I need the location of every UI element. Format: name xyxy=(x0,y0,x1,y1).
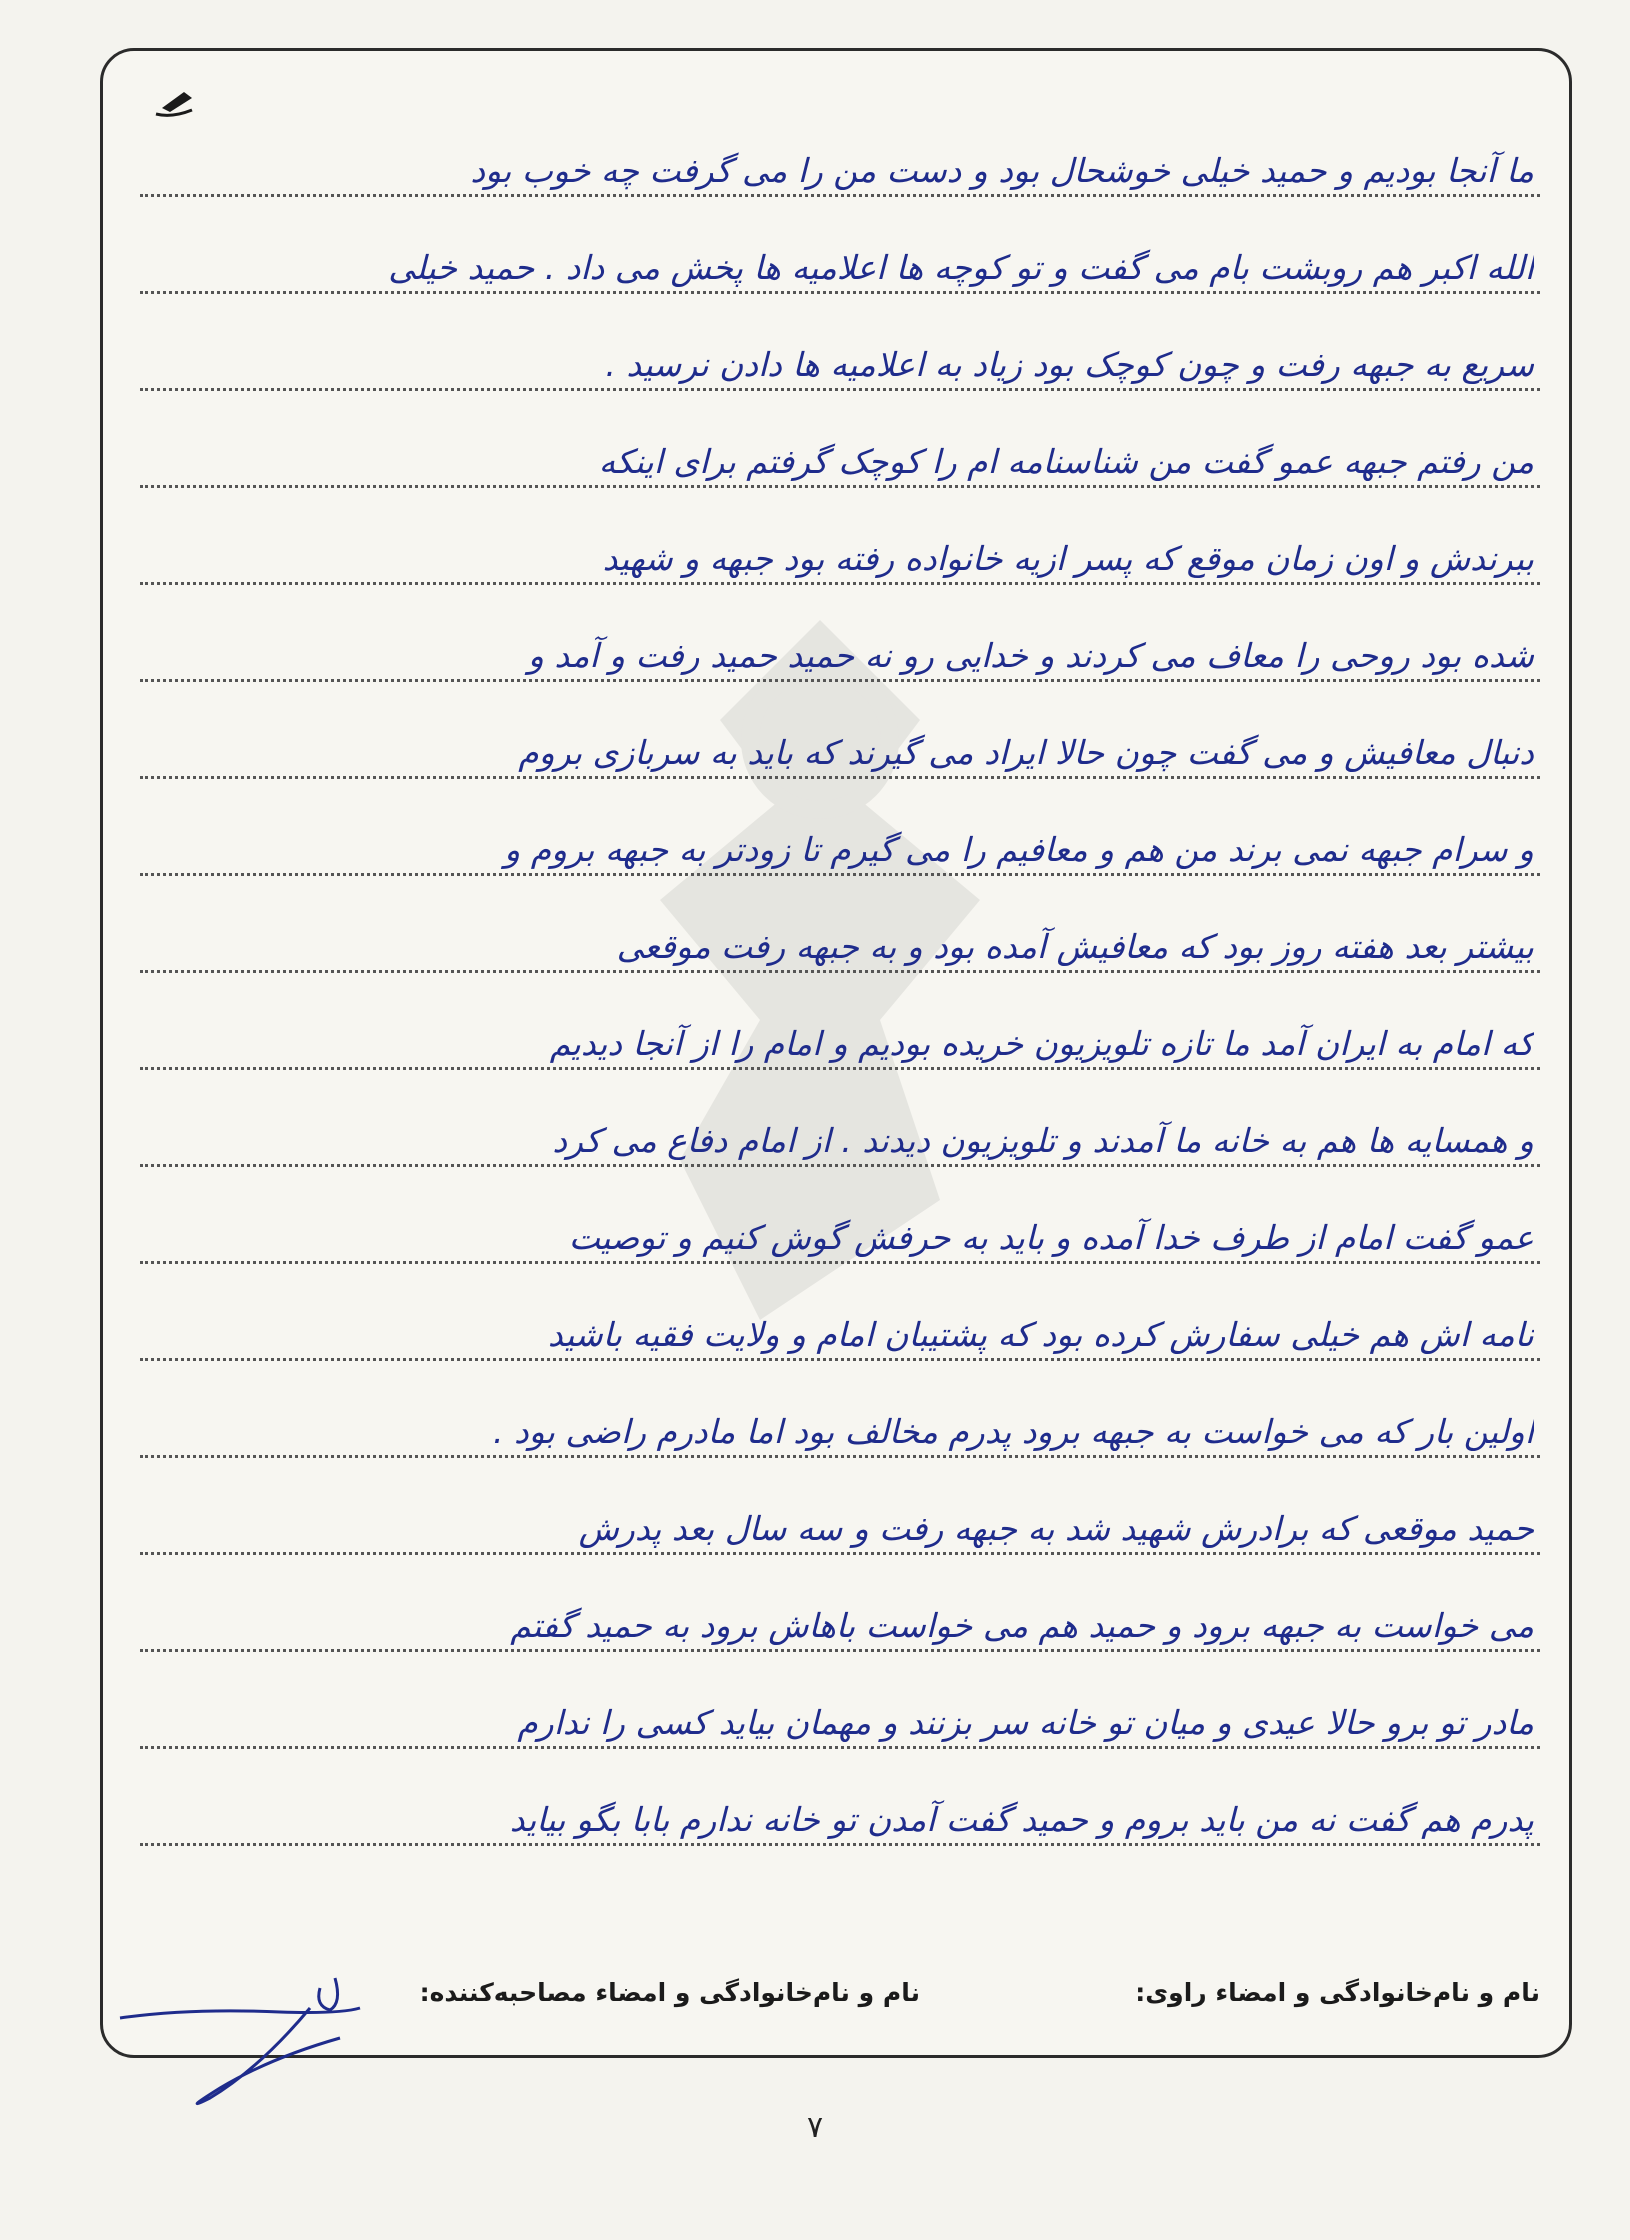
line-text: می خواست به جبهه برود و حمید هم می خواست باهاش برود به حمید گفتم xyxy=(510,1606,1534,1645)
text-line xyxy=(140,100,1540,197)
text-line xyxy=(140,973,1540,1070)
line-text: ببرندش و اون زمان موقع که پسر ازیه خانواده رفته بود جبهه و شهید xyxy=(602,539,1534,578)
signature xyxy=(110,1948,370,2118)
text-line xyxy=(140,779,1540,876)
narrator-signature-label: نام و نام‌خانوادگی و امضاء راوی: xyxy=(1135,1978,1540,2007)
line-text: نامه اش هم خیلی سفارش کرده بود که پشتیبان امام و ولایت فقیه باشید xyxy=(547,1315,1534,1354)
text-line xyxy=(140,294,1540,391)
line-text: مادر تو برو حالا عیدی و میان تو خانه سر بزنند و مهمان بیاید کسی را ندارم xyxy=(517,1703,1534,1742)
line-text: و همسایه ها هم به خانه ما آمدند و تلویزیون دیدند . از امام دفاع می کرد xyxy=(552,1121,1534,1160)
text-line xyxy=(140,1555,1540,1652)
text-line xyxy=(140,1458,1540,1555)
line-text: ما آنجا بودیم و حمید خیلی خوشحال بود و دست من را می گرفت چه خوب بود xyxy=(470,151,1534,190)
line-text: که امام به ایران آمد ما تازه تلویزیون خریده بودیم و امام را از آنجا دیدیم xyxy=(549,1024,1534,1063)
line-text: بیشتر بعد هفته روز بود که معافیش آمده بود و به جبهه رفت موقعی xyxy=(616,927,1534,966)
text-line xyxy=(140,876,1540,973)
interviewer-signature-label: نام و نام‌خانوادگی و امضاء مصاحبه‌کننده: xyxy=(419,1978,920,2007)
line-text: پدرم هم گفت نه من باید بروم و حمید گفت آمدن تو خانه ندارم بابا بگو بیاید xyxy=(509,1800,1534,1839)
line-text: اولین بار که می خواست به جبهه برود پدرم مخالف بود اما مادرم راضی بود . xyxy=(493,1412,1534,1451)
text-line xyxy=(140,1652,1540,1749)
text-line xyxy=(140,1070,1540,1167)
line-text: من رفتم جبهه عمو گفت من شناسنامه ام را کوچک گرفتم برای اینکه xyxy=(598,442,1534,481)
line-text: سریع به جبهه رفت و چون کوچک بود زیاد به اعلامیه ها دادن نرسید . xyxy=(605,345,1534,384)
page-number: ۷ xyxy=(806,2110,824,2145)
text-line xyxy=(140,1167,1540,1264)
text-line xyxy=(140,1361,1540,1458)
line-text: الله اکبر هم روبشت بام می گفت و تو کوچه ها اعلامیه ها پخش می داد . حمید خیلی xyxy=(388,248,1534,287)
text-line xyxy=(140,488,1540,585)
text-line xyxy=(140,1264,1540,1361)
line-text: شده بود روحی را معاف می کردند و خدایی رو نه حمید حمید رفت و آمد و xyxy=(527,636,1534,675)
line-text: حمید موقعی که برادرش شهید شد به جبهه رفت و سه سال بعد پدرش xyxy=(578,1509,1534,1548)
text-line xyxy=(140,682,1540,779)
line-text: و سرام جبهه نمی برند من هم و معافیم را می گیرم تا زودتر به جبهه بروم و xyxy=(504,830,1534,869)
line-text: عمو گفت امام از طرف خدا آمده و باید به حرفش گوش کنیم و توصیت xyxy=(568,1218,1534,1257)
text-line xyxy=(140,585,1540,682)
handwritten-text-area xyxy=(140,100,1540,1846)
text-line xyxy=(140,197,1540,294)
line-text: دنبال معافیش و می گفت چون حالا ایراد می گیرند که باید به سربازی بروم xyxy=(518,733,1534,772)
text-line xyxy=(140,391,1540,488)
text-line xyxy=(140,1749,1540,1846)
